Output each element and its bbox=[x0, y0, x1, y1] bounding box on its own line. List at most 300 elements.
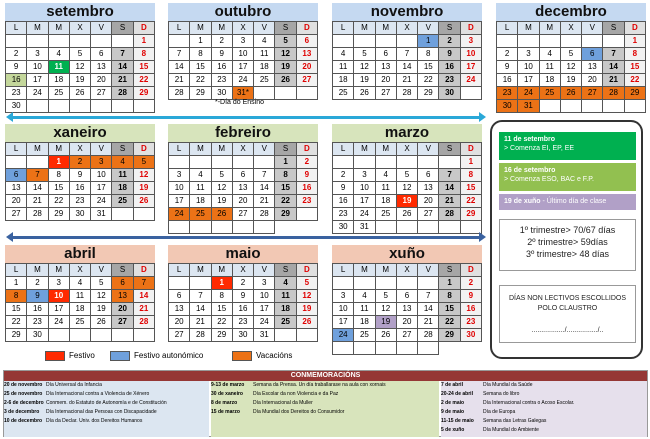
day-cell: 15 bbox=[134, 61, 155, 74]
day-cell: 26 bbox=[134, 195, 155, 208]
empty-day-cell bbox=[27, 35, 48, 48]
day-cell: 2 bbox=[461, 277, 482, 290]
empty-day-cell bbox=[254, 156, 275, 169]
day-cell: 8 bbox=[275, 169, 296, 182]
day-cell: 12 bbox=[297, 290, 318, 303]
empty-day-cell bbox=[376, 221, 397, 234]
key-date-label: 11 de setembro bbox=[504, 136, 555, 143]
weekday-header: M bbox=[212, 22, 233, 35]
day-cell: 8 bbox=[134, 48, 155, 61]
day-cell: 9 bbox=[297, 169, 318, 182]
empty-day-cell bbox=[582, 35, 603, 48]
day-cell: 23 bbox=[497, 87, 518, 100]
weekday-header: L bbox=[6, 22, 27, 35]
month-grid bbox=[332, 21, 482, 100]
day-cell: 18 bbox=[333, 74, 354, 87]
commemoration-event: Día de Europa bbox=[483, 409, 516, 415]
commemoration-date: 7 de abril bbox=[441, 382, 463, 388]
empty-day-cell bbox=[190, 277, 211, 290]
key-date-text: > Comenza EI, EP, EE bbox=[504, 145, 575, 152]
day-cell: 1 bbox=[49, 156, 70, 169]
day-cell: 29 bbox=[212, 329, 233, 342]
weekday-header: L bbox=[333, 143, 354, 156]
day-cell: 8 bbox=[625, 48, 646, 61]
day-cell: 28 bbox=[603, 87, 624, 100]
day-cell: 19 bbox=[561, 74, 582, 87]
day-cell: 2 bbox=[497, 48, 518, 61]
day-cell: 19 bbox=[91, 303, 112, 316]
trimester-2: 2º trimestre> 59días bbox=[527, 237, 608, 247]
commemoration-date: 2-6 de decembro bbox=[4, 400, 44, 406]
day-cell: 21 bbox=[603, 74, 624, 87]
day-cell: 1 bbox=[134, 35, 155, 48]
weekday-header: X bbox=[233, 264, 254, 277]
day-cell: 16 bbox=[27, 303, 48, 316]
key-date-text: - Último día de clase bbox=[540, 198, 607, 205]
day-cell: 3 bbox=[461, 35, 482, 48]
day-cell: 7 bbox=[112, 48, 133, 61]
day-cell: 18 bbox=[70, 303, 91, 316]
day-cell: 1 bbox=[6, 277, 27, 290]
day-cell: 15 bbox=[6, 303, 27, 316]
second-term-arrow bbox=[6, 236, 486, 239]
commemoration-row bbox=[441, 390, 647, 399]
day-cell: 1 bbox=[439, 277, 460, 290]
day-cell: 20 bbox=[6, 195, 27, 208]
commemoration-row bbox=[4, 381, 209, 390]
day-cell: 13 bbox=[397, 303, 418, 316]
day-cell: 4 bbox=[254, 35, 275, 48]
weekday-header: D bbox=[134, 22, 155, 35]
day-cell: 18 bbox=[540, 74, 561, 87]
weekday-header: M bbox=[27, 264, 48, 277]
weekday-header: M bbox=[376, 143, 397, 156]
day-cell: 30 bbox=[70, 208, 91, 221]
empty-day-cell bbox=[540, 100, 561, 113]
day-cell: 25 bbox=[49, 87, 70, 100]
month-title: febreiro bbox=[168, 124, 318, 142]
empty-day-cell bbox=[70, 35, 91, 48]
day-cell: 17 bbox=[461, 61, 482, 74]
day-cell: 20 bbox=[233, 195, 254, 208]
day-cell: 5 bbox=[297, 277, 318, 290]
day-cell: 22 bbox=[49, 195, 70, 208]
day-cell: 7 bbox=[134, 277, 155, 290]
day-cell: 2 bbox=[70, 156, 91, 169]
day-cell: 16 bbox=[497, 74, 518, 87]
day-cell: 19 bbox=[397, 195, 418, 208]
weekday-header: M bbox=[376, 264, 397, 277]
commemoration-date: 5 de xuño bbox=[441, 427, 465, 433]
empty-day-cell bbox=[540, 35, 561, 48]
day-cell: 4 bbox=[354, 290, 375, 303]
day-cell: 6 bbox=[297, 35, 318, 48]
empty-day-cell bbox=[376, 156, 397, 169]
weekday-header: L bbox=[497, 22, 518, 35]
day-cell: 7 bbox=[190, 290, 211, 303]
empty-day-cell bbox=[561, 35, 582, 48]
day-cell: 12 bbox=[561, 61, 582, 74]
weekday-header: X bbox=[561, 22, 582, 35]
empty-day-cell bbox=[461, 87, 482, 100]
day-cell: 13 bbox=[376, 61, 397, 74]
commemoration-event: Día Internacional contra o Acoso Escolar. bbox=[483, 400, 575, 406]
weekday-header: M bbox=[540, 22, 561, 35]
day-cell: 18 bbox=[254, 61, 275, 74]
weekday-header: X bbox=[70, 264, 91, 277]
day-cell: 26 bbox=[561, 87, 582, 100]
day-cell: 26 bbox=[376, 329, 397, 342]
day-cell: 27 bbox=[297, 74, 318, 87]
day-cell: 16 bbox=[297, 182, 318, 195]
empty-day-cell bbox=[275, 87, 296, 100]
weekday-header: S bbox=[603, 22, 624, 35]
day-cell: 16 bbox=[439, 61, 460, 74]
day-cell: 22 bbox=[190, 74, 211, 87]
key-date-text: > Comenza ESO, BAC e F.P. bbox=[504, 176, 594, 183]
day-cell: 9 bbox=[27, 290, 48, 303]
weekday-header: M bbox=[190, 22, 211, 35]
day-cell: 25 bbox=[354, 329, 375, 342]
day-cell: 31 bbox=[518, 100, 539, 113]
empty-day-cell bbox=[418, 342, 439, 355]
day-cell: 20 bbox=[397, 316, 418, 329]
day-cell: 12 bbox=[134, 169, 155, 182]
day-cell: 27 bbox=[233, 208, 254, 221]
day-cell: 18 bbox=[275, 303, 296, 316]
empty-day-cell bbox=[233, 156, 254, 169]
commemoration-event: Día da Declar. Univ. dos Dereitos Humanos bbox=[46, 418, 143, 424]
day-cell: 7 bbox=[397, 48, 418, 61]
day-cell: 23 bbox=[333, 208, 354, 221]
empty-day-cell bbox=[354, 277, 375, 290]
day-cell: 29 bbox=[439, 329, 460, 342]
month-title: xuño bbox=[332, 245, 482, 263]
month-outubro bbox=[168, 3, 318, 100]
empty-day-cell bbox=[70, 329, 91, 342]
day-cell: 30 bbox=[497, 100, 518, 113]
day-cell: 21 bbox=[27, 195, 48, 208]
trimester-box bbox=[499, 219, 636, 271]
day-cell: 31 bbox=[354, 221, 375, 234]
empty-day-cell bbox=[397, 156, 418, 169]
day-cell: 2 bbox=[333, 169, 354, 182]
commemoration-row bbox=[441, 381, 647, 390]
day-cell: 30 bbox=[333, 221, 354, 234]
empty-day-cell bbox=[91, 329, 112, 342]
empty-day-cell bbox=[561, 100, 582, 113]
empty-day-cell bbox=[134, 329, 155, 342]
day-cell: 22 bbox=[418, 74, 439, 87]
commemoration-date: 25 de novembro bbox=[4, 391, 43, 397]
weekday-header: M bbox=[190, 143, 211, 156]
month-title: abril bbox=[5, 245, 155, 263]
day-cell: 30 bbox=[461, 329, 482, 342]
commemoration-date: 9-13 de marzo bbox=[211, 382, 245, 388]
empty-day-cell bbox=[439, 221, 460, 234]
day-cell: 6 bbox=[91, 48, 112, 61]
empty-day-cell bbox=[212, 156, 233, 169]
day-cell: 27 bbox=[397, 329, 418, 342]
day-cell: 1 bbox=[461, 156, 482, 169]
weekday-header: D bbox=[297, 143, 318, 156]
day-cell: 13 bbox=[91, 61, 112, 74]
day-cell: 12 bbox=[212, 182, 233, 195]
day-cell: 9 bbox=[461, 290, 482, 303]
day-cell: 28 bbox=[397, 87, 418, 100]
day-cell: 25 bbox=[540, 87, 561, 100]
month-title: setembro bbox=[5, 3, 155, 21]
weekday-header: S bbox=[112, 143, 133, 156]
commemorations-column bbox=[211, 381, 439, 437]
weekday-header: S bbox=[275, 264, 296, 277]
commemoration-event: Semana do libro bbox=[483, 391, 520, 397]
day-cell: 19 bbox=[354, 74, 375, 87]
weekday-header: V bbox=[582, 22, 603, 35]
commemoration-row bbox=[4, 390, 209, 399]
month-grid bbox=[332, 142, 482, 234]
empty-day-cell bbox=[112, 100, 133, 113]
weekday-header: V bbox=[91, 264, 112, 277]
commemorations-column bbox=[441, 381, 647, 437]
day-cell: 29 bbox=[461, 208, 482, 221]
day-cell: 7 bbox=[169, 48, 190, 61]
empty-day-cell bbox=[91, 35, 112, 48]
empty-day-cell bbox=[297, 329, 318, 342]
day-cell: 2 bbox=[6, 48, 27, 61]
day-cell: 5 bbox=[354, 48, 375, 61]
commemorations-panel bbox=[3, 370, 648, 437]
day-cell: 5 bbox=[91, 277, 112, 290]
legend-swatch bbox=[232, 351, 252, 361]
weekday-header: D bbox=[134, 143, 155, 156]
day-cell: 13 bbox=[297, 48, 318, 61]
day-cell: 2 bbox=[233, 277, 254, 290]
day-cell: 19 bbox=[297, 303, 318, 316]
day-cell: 3 bbox=[354, 169, 375, 182]
day-cell: 14 bbox=[439, 182, 460, 195]
empty-day-cell bbox=[333, 277, 354, 290]
day-cell: 9 bbox=[6, 61, 27, 74]
day-cell: 17 bbox=[333, 316, 354, 329]
day-cell: 23 bbox=[27, 316, 48, 329]
legend-label: Festivo bbox=[69, 351, 95, 360]
weekday-header: X bbox=[397, 264, 418, 277]
month-title: decembro bbox=[496, 3, 646, 21]
empty-day-cell bbox=[91, 100, 112, 113]
empty-day-cell bbox=[603, 100, 624, 113]
weekday-header: M bbox=[27, 143, 48, 156]
day-cell: 8 bbox=[190, 48, 211, 61]
weekday-header: M bbox=[354, 264, 375, 277]
empty-day-cell bbox=[112, 208, 133, 221]
day-cell: 10 bbox=[91, 169, 112, 182]
weekday-header: L bbox=[169, 264, 190, 277]
weekday-header: M bbox=[376, 22, 397, 35]
weekday-header: D bbox=[134, 264, 155, 277]
weekday-header: M bbox=[212, 264, 233, 277]
empty-day-cell bbox=[354, 35, 375, 48]
month-title: marzo bbox=[332, 124, 482, 142]
commemoration-row bbox=[211, 381, 439, 390]
day-cell: 22 bbox=[6, 316, 27, 329]
key-date-1 bbox=[499, 132, 636, 160]
day-cell: 27 bbox=[6, 208, 27, 221]
weekday-header: L bbox=[6, 143, 27, 156]
day-cell: 9 bbox=[497, 61, 518, 74]
day-cell: 5 bbox=[561, 48, 582, 61]
empty-day-cell bbox=[376, 277, 397, 290]
day-cell: 21 bbox=[112, 74, 133, 87]
empty-day-cell bbox=[397, 342, 418, 355]
empty-day-cell bbox=[625, 100, 646, 113]
day-cell: 20 bbox=[376, 74, 397, 87]
month-title: maio bbox=[168, 245, 318, 263]
month-xaneiro bbox=[5, 124, 155, 221]
day-cell: 21 bbox=[397, 74, 418, 87]
weekday-header: D bbox=[461, 143, 482, 156]
day-cell: 10 bbox=[461, 48, 482, 61]
day-cell: 31* bbox=[233, 87, 254, 100]
weekday-header: M bbox=[354, 143, 375, 156]
day-cell: 26 bbox=[397, 208, 418, 221]
day-cell: 11 bbox=[190, 182, 211, 195]
day-cell: 3 bbox=[27, 48, 48, 61]
day-cell: 16 bbox=[333, 195, 354, 208]
weekday-header: X bbox=[233, 22, 254, 35]
empty-day-cell bbox=[297, 87, 318, 100]
weekday-header: M bbox=[49, 22, 70, 35]
weekday-header: D bbox=[297, 264, 318, 277]
day-cell: 4 bbox=[70, 277, 91, 290]
day-cell: 15 bbox=[49, 182, 70, 195]
day-cell: 11 bbox=[254, 48, 275, 61]
empty-day-cell bbox=[333, 156, 354, 169]
day-cell: 17 bbox=[91, 182, 112, 195]
day-cell: 7 bbox=[603, 48, 624, 61]
empty-day-cell bbox=[275, 329, 296, 342]
weekday-header: S bbox=[275, 143, 296, 156]
empty-day-cell bbox=[297, 208, 318, 221]
weekday-header: M bbox=[518, 22, 539, 35]
empty-day-cell bbox=[49, 100, 70, 113]
commemoration-date: 8 de marzo bbox=[211, 400, 238, 406]
commemoration-event: Día Internacional das Persoas con Discapacidade bbox=[46, 409, 157, 415]
day-cell: 26 bbox=[354, 87, 375, 100]
commemoration-date: 20-24 de abril bbox=[441, 391, 473, 397]
day-cell: 8 bbox=[418, 48, 439, 61]
day-cell: 29 bbox=[190, 87, 211, 100]
month-grid bbox=[332, 263, 482, 355]
day-cell: 10 bbox=[333, 303, 354, 316]
month-decembro bbox=[496, 3, 646, 113]
day-cell: 14 bbox=[397, 61, 418, 74]
day-cell: 11 bbox=[70, 290, 91, 303]
day-cell: 19 bbox=[70, 74, 91, 87]
day-cell: 26 bbox=[70, 87, 91, 100]
empty-day-cell bbox=[376, 35, 397, 48]
empty-day-cell bbox=[582, 100, 603, 113]
day-cell: 25 bbox=[376, 208, 397, 221]
legend-swatch bbox=[110, 351, 130, 361]
day-cell: 8 bbox=[212, 290, 233, 303]
day-cell: 24 bbox=[27, 87, 48, 100]
non-lective-days-box bbox=[499, 285, 636, 343]
day-cell: 16 bbox=[233, 303, 254, 316]
day-cell: 28 bbox=[439, 208, 460, 221]
day-cell: 18 bbox=[49, 74, 70, 87]
weekday-header: S bbox=[275, 22, 296, 35]
day-cell: 3 bbox=[233, 35, 254, 48]
weekday-header: X bbox=[397, 22, 418, 35]
day-cell: 29 bbox=[275, 208, 296, 221]
non-lective-blank: ................./................/.. bbox=[531, 327, 604, 334]
commemoration-event: Semana da Prensa. Un día traballarase na aula con xornais bbox=[253, 382, 386, 388]
commemoration-date: 9 de maio bbox=[441, 409, 465, 415]
weekday-header: M bbox=[190, 264, 211, 277]
day-cell: 24 bbox=[49, 316, 70, 329]
commemoration-row bbox=[4, 399, 209, 408]
day-cell: 8 bbox=[439, 290, 460, 303]
day-cell: 15 bbox=[190, 61, 211, 74]
day-cell: 23 bbox=[233, 316, 254, 329]
commemoration-event: Conmem. do Estatuto de Autonomía e de Constitución bbox=[46, 400, 167, 406]
commemoration-date: 15 de marzo bbox=[211, 409, 240, 415]
day-cell: 29 bbox=[6, 329, 27, 342]
day-cell: 15 bbox=[212, 303, 233, 316]
legend-swatch bbox=[45, 351, 65, 361]
commemoration-event: Día Mundial da Saúde bbox=[483, 382, 533, 388]
day-cell: 9 bbox=[212, 48, 233, 61]
month-grid bbox=[168, 142, 318, 234]
day-cell: 27 bbox=[91, 87, 112, 100]
day-cell: 11 bbox=[112, 169, 133, 182]
day-cell: 20 bbox=[582, 74, 603, 87]
day-cell: 4 bbox=[275, 277, 296, 290]
day-cell: 3 bbox=[91, 156, 112, 169]
day-cell: 12 bbox=[397, 182, 418, 195]
day-cell: 11 bbox=[333, 61, 354, 74]
day-cell: 3 bbox=[518, 48, 539, 61]
commemoration-date: 30 de xaneiro bbox=[211, 391, 243, 397]
commemoration-event: Día Mundial dos Dereitos do Consumidor bbox=[253, 409, 345, 415]
day-cell: 2 bbox=[27, 277, 48, 290]
month-grid bbox=[5, 263, 155, 342]
day-cell: 16 bbox=[6, 74, 27, 87]
weekday-header: V bbox=[418, 22, 439, 35]
day-cell: 4 bbox=[376, 169, 397, 182]
commemoration-date: 2 de maio bbox=[441, 400, 465, 406]
weekday-header: S bbox=[439, 22, 460, 35]
month-novembro bbox=[332, 3, 482, 100]
day-cell: 17 bbox=[518, 74, 539, 87]
commemoration-row bbox=[441, 399, 647, 408]
day-cell: 17 bbox=[233, 61, 254, 74]
month-title: outubro bbox=[168, 3, 318, 21]
day-cell: 8 bbox=[6, 290, 27, 303]
empty-day-cell bbox=[354, 342, 375, 355]
day-cell: 5 bbox=[212, 169, 233, 182]
day-cell: 30 bbox=[6, 100, 27, 113]
empty-day-cell bbox=[169, 156, 190, 169]
day-cell: 7 bbox=[27, 169, 48, 182]
commemoration-event: Día Mundial do Ambiente bbox=[483, 427, 539, 433]
day-cell: 30 bbox=[439, 87, 460, 100]
empty-day-cell bbox=[333, 342, 354, 355]
day-cell: 24 bbox=[518, 87, 539, 100]
weekday-header: L bbox=[169, 22, 190, 35]
day-cell: 25 bbox=[190, 208, 211, 221]
